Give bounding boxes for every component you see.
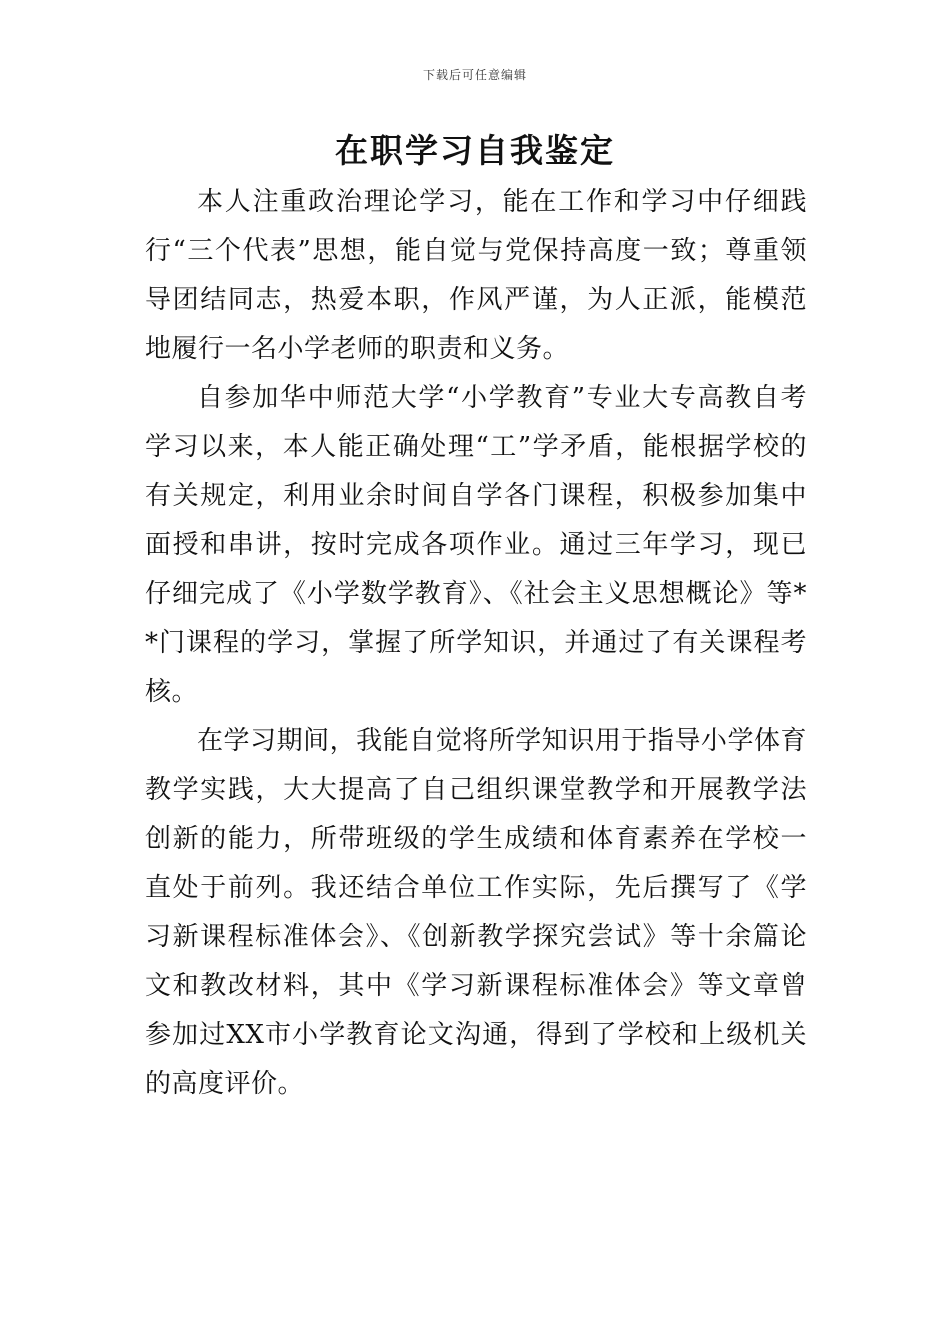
header-note: 下载后可任意编辑 — [422, 68, 527, 82]
paragraph-3: 在学习期间，我能自觉将所学知识用于指导小学体育教学实践，大大提高了自己组织课堂教学和开展教学法创新的能力，所带班级的学生成绩和体育素养在学校一直处于前列。我还结合单位工作实际，先后撰写了《学习新课程标准体会》、《创新教学探究尝试》等十余篇论文和教改材料，其中《学习新课程标准体会》等文章曾参加过XX市小学教育论文沟通，得到了学校和上级机关的高度评价。 — [145, 726, 807, 1099]
paragraph-2: 自参加华中师范大学“小学教育”专业大专高教自考学习以来，本人能正确处理“工”学矛盾，能根据学校的有关规定，利用业余时间自学各门课程，积极参加集中面授和串讲，按时完成各项作业。通过三年学习，现已仔细完成了《小学数学教育》、《社会主义思想概论》等**门课程的学习，掌握了所学知识，并通过了有关课程考核。 — [145, 383, 807, 707]
document-title: 在职学习自我鉴定 — [335, 131, 615, 170]
paragraph-1: 本人注重政治理论学习，能在工作和学习中仔细践行“三个代表”思想，能自觉与党保持高度一致；尊重领导团结同志，热爱本职，作风严谨，为人正派，能模范地履行一名小学老师的职责和义务。 — [145, 187, 807, 364]
document-body — [145, 178, 807, 1109]
